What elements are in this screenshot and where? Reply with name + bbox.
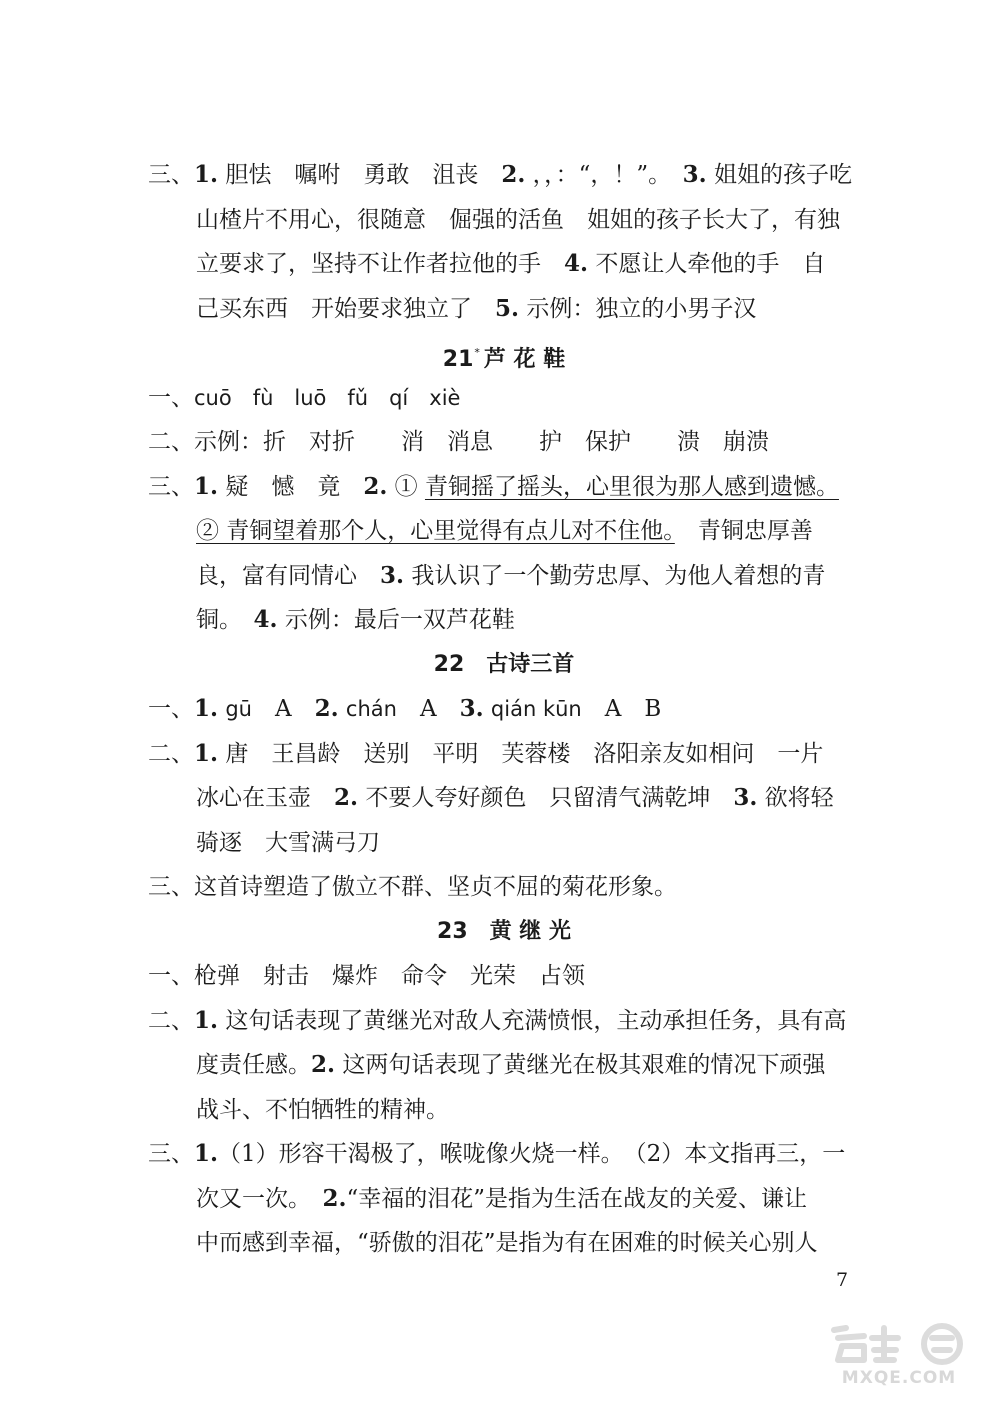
answer-line: [148, 160, 860, 190]
answer-text: 骑逐 大雪满弓刀: [196, 829, 380, 856]
answer-text: 一、: [148, 696, 194, 722]
question-number: 3.: [682, 161, 707, 188]
answer-line: [148, 872, 860, 902]
question-number: 1.: [194, 739, 219, 767]
answer-text: 铜。: [196, 607, 254, 633]
question-number: 2.: [363, 472, 388, 500]
answer-text: 三、: [148, 1141, 194, 1167]
watermark-logo: [824, 1320, 974, 1390]
answer-text: 姐姐的孩子吃: [706, 162, 852, 188]
answer-line: [196, 605, 860, 635]
watermark-site: MXQE.COM: [841, 1368, 957, 1388]
pinyin-text: qián kūn: [490, 697, 582, 721]
answer-line: [196, 1184, 860, 1214]
answer-line: [148, 739, 860, 769]
watermark-logo-icon: [824, 1320, 974, 1366]
answer-text: 这两句话表现了黄继光在极其艰难的情况下顽强: [335, 1052, 826, 1078]
answer-text: 次又一次。: [196, 1185, 323, 1212]
section-title-text: 黄 继 光: [489, 918, 571, 944]
section-title: [148, 917, 860, 947]
answer-text: 山楂片不用心，很随意 倔强的活鱼 姐姐的孩子长大了，有独: [196, 206, 840, 233]
answer-text: ，，：“，！”。: [525, 162, 683, 188]
pinyin-text: gū: [225, 697, 252, 721]
answer-line: [148, 383, 860, 413]
answer-text: A B: [581, 696, 662, 722]
answer-text: 三、: [148, 162, 194, 188]
answer-line: [196, 561, 860, 591]
answer-text: 青铜忠厚善: [674, 518, 813, 544]
answer-text: [339, 696, 346, 722]
section-number: 21: [442, 347, 474, 372]
question-number: 2.: [314, 695, 339, 722]
answer-text: （1）形容干渴极了，喉咙像火烧一样。 （2）本文指再三，一: [218, 1141, 846, 1167]
question-number: 3.: [380, 561, 405, 589]
question-number: 4.: [253, 606, 278, 633]
answer-text: 度责任感。: [196, 1052, 311, 1078]
answer-line: [148, 472, 860, 502]
answer-text: 示例：最后一双芦花鞋: [277, 607, 515, 633]
answer-line: [196, 294, 860, 324]
answer-line: [148, 427, 860, 457]
page-number: 7: [836, 1269, 849, 1291]
answer-text: 我认识了一个勤劳忠厚、为他人着想的青: [404, 562, 826, 589]
answer-text: 冰心在玉壶: [196, 785, 334, 811]
answer-text: 中而感到幸福，“骄傲的泪花”是指为有在困难的时候关心别人: [196, 1230, 818, 1256]
answer-text: 立要求了，坚持不让作者拉他的手: [196, 251, 564, 277]
answer-line: [196, 1050, 860, 1080]
section-title: [148, 338, 860, 375]
section-title: [148, 650, 860, 680]
answer-text: 这句话表现了黄继光对敌人充满愤恨，主动承担任务，具有高: [218, 1007, 847, 1034]
question-number: 2.: [322, 1184, 347, 1212]
answer-text: 疑 憾 竟: [218, 473, 364, 500]
underlined-answer: 青铜摇了摇头，心里很为那人感到遗憾。: [424, 473, 839, 500]
answer-text: 良，富有同情心: [196, 562, 380, 589]
answer-text: 二、: [148, 740, 194, 767]
optional-mark: *: [474, 346, 480, 359]
question-number: 1.: [194, 695, 219, 722]
question-number: 2.: [311, 1051, 336, 1078]
question-number: 1.: [194, 161, 219, 188]
answer-text: “幸福的泪花”是指为生活在战友的关爱、谦让: [346, 1185, 808, 1212]
question-number: 5.: [495, 294, 520, 322]
answer-line: [196, 1228, 860, 1258]
answer-text: 三、这首诗塑造了傲立不群、坚贞不屈的菊花形象。: [148, 874, 677, 900]
answer-text: [484, 696, 491, 722]
answer-text: 一、: [148, 384, 194, 411]
question-number: 1.: [194, 1006, 219, 1034]
section-title-text: 芦 花 鞋: [483, 347, 566, 372]
answer-text: 三、: [148, 473, 194, 500]
answer-text: 一、枪弹 射击 爆炸 命令 光荣 占领: [148, 963, 585, 989]
answer-line: [196, 249, 860, 279]
answer-text: 二、示例：折 对折 消 消息 护 保护 溃 崩溃: [148, 429, 769, 455]
answer-line: [196, 828, 860, 858]
section-number: 22: [433, 651, 465, 677]
answer-line: [196, 205, 860, 235]
question-number: 1.: [194, 472, 219, 500]
pinyin-text: cuō fù luō fǔ qí xiè: [194, 385, 461, 410]
answer-text: 唐 王昌龄 送别 平明 芙蓉楼 洛阳亲友如相问 一片: [218, 740, 824, 767]
answer-text: 胆怯 嘱咐 勇敢 沮丧: [218, 162, 502, 188]
underlined-answer: ② 青铜望着那个人，心里觉得有点儿对不住他。: [196, 518, 675, 544]
question-number: 2.: [501, 161, 526, 188]
answer-text: 二、: [148, 1007, 194, 1034]
question-number: 2.: [334, 784, 359, 811]
answer-text: 战斗、不怕牺牲的精神。: [196, 1096, 449, 1123]
answer-text: ①: [387, 473, 425, 500]
answer-line: [196, 783, 860, 813]
answer-text: A: [251, 696, 315, 722]
answer-text: A: [396, 696, 460, 722]
answer-text: 欲将轻: [757, 785, 834, 811]
question-number: 4.: [564, 250, 589, 277]
answer-line: [196, 516, 860, 546]
answer-line: [148, 961, 860, 991]
answer-text: 不愿让人牵他的手 自: [588, 251, 826, 277]
answer-line: [148, 1139, 860, 1169]
answer-line: [196, 1095, 860, 1125]
pinyin-text: chán: [345, 697, 397, 721]
question-number: 3.: [459, 695, 484, 722]
answer-text: 示例：独立的小男子汉: [519, 295, 757, 322]
question-number: 1.: [194, 1140, 219, 1167]
answer-text: 不要人夸好颜色 只留清气满乾坤: [358, 785, 734, 811]
section-number: 23: [437, 918, 468, 944]
answer-text: 己买东西 开始要求独立了: [196, 295, 495, 322]
section-title-text: 古诗三首: [486, 651, 575, 677]
answer-line: [148, 694, 860, 724]
answer-line: [148, 1006, 860, 1036]
question-number: 3.: [733, 784, 758, 811]
